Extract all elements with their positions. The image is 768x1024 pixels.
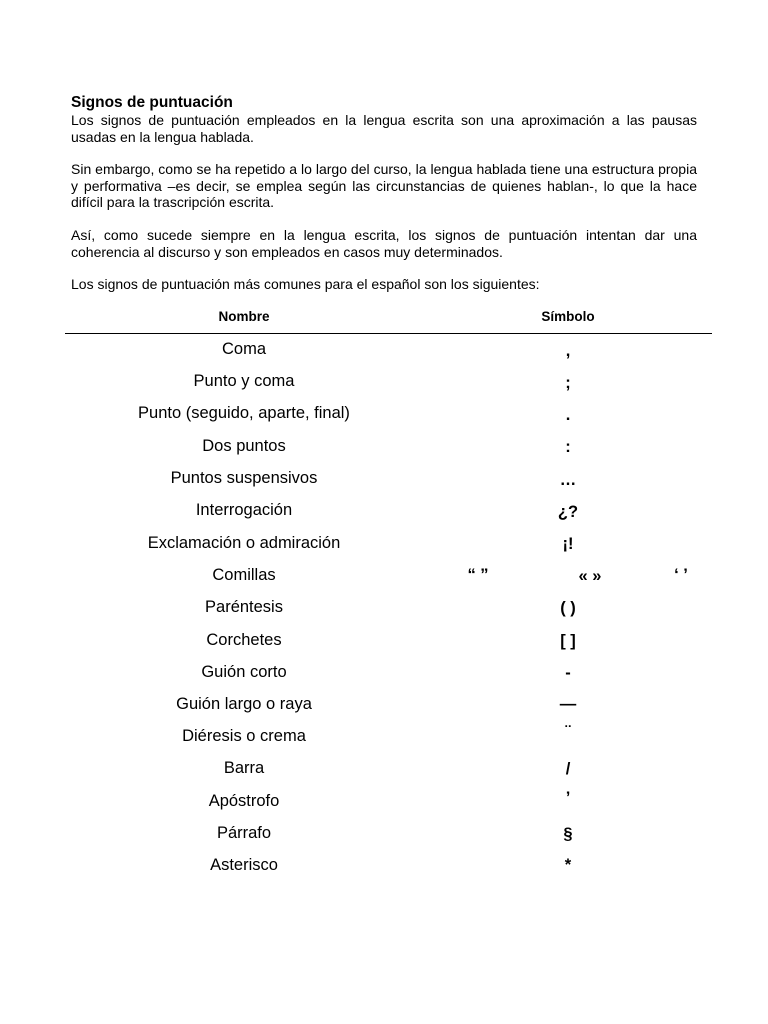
paragraph-spoken-language: Sin embargo, como se ha repetido a lo largo del curso, la lengua hablada tiene una estructura propia y performativa –es decir, se emplea según las circunstancias de quienes hablan-, lo que la hace difícil para la trascripción escrita.	[71, 161, 697, 210]
row-symbol: ¡!	[562, 535, 574, 553]
row-name: Interrogación	[195, 501, 293, 519]
row-name: Diéresis o crema	[182, 727, 306, 745]
paragraph-intro: Los signos de puntuación empleados en la lengua escrita son una aproximación a las pausas usadas en la lengua hablada.	[71, 112, 697, 145]
row-symbol: …	[559, 471, 577, 489]
header-divider	[65, 333, 712, 334]
row-name: Barra	[223, 759, 265, 777]
row-symbol: ;	[565, 374, 571, 392]
document-title: Signos de puntuación	[71, 94, 233, 111]
row-name: Dos puntos	[202, 437, 286, 455]
row-symbol: :	[565, 438, 571, 456]
row-name: Guión largo o raya	[176, 695, 312, 713]
row-name: Punto y coma	[193, 372, 295, 390]
row-name: Comillas	[212, 566, 276, 584]
row-name: Coma	[221, 340, 266, 358]
row-symbol: .	[565, 406, 571, 424]
row-symbol: [ ]	[560, 632, 576, 650]
row-symbol: “ ”	[467, 566, 489, 584]
column-header-symbol: Símbolo	[541, 309, 595, 324]
row-symbol: ’	[565, 789, 571, 807]
row-symbol: *	[564, 856, 572, 874]
row-symbol: —	[559, 695, 577, 713]
row-name: Exclamación o admiración	[147, 534, 341, 552]
row-symbol: « »	[578, 567, 602, 585]
row-name: Corchetes	[206, 631, 282, 649]
row-symbol: /	[565, 760, 571, 778]
row-name: Puntos suspensivos	[170, 469, 318, 487]
row-symbol: ( )	[560, 599, 576, 617]
row-symbol: ,	[565, 342, 571, 360]
row-symbol: -	[565, 664, 571, 682]
row-symbol: ‘ ’	[674, 566, 688, 584]
paragraph-coherence: Así, como sucede siempre en la lengua escrita, los signos de puntuación intentan dar una coherencia al discurso y son empleados en casos muy determinados.	[71, 227, 697, 260]
row-name: Paréntesis	[205, 598, 283, 616]
row-name: Asterisco	[210, 856, 278, 874]
paragraph-list-intro: Los signos de puntuación más comunes para el español son los siguientes:	[71, 276, 540, 292]
column-header-name: Nombre	[218, 309, 270, 324]
row-symbol: ¿?	[557, 503, 579, 521]
row-symbol: §	[563, 825, 573, 843]
row-name: Apóstrofo	[208, 792, 280, 810]
row-symbol: ¨	[565, 723, 571, 741]
row-name: Guión corto	[201, 663, 287, 681]
row-name: Párrafo	[216, 824, 272, 842]
row-name: Punto (seguido, aparte, final)	[138, 404, 350, 422]
